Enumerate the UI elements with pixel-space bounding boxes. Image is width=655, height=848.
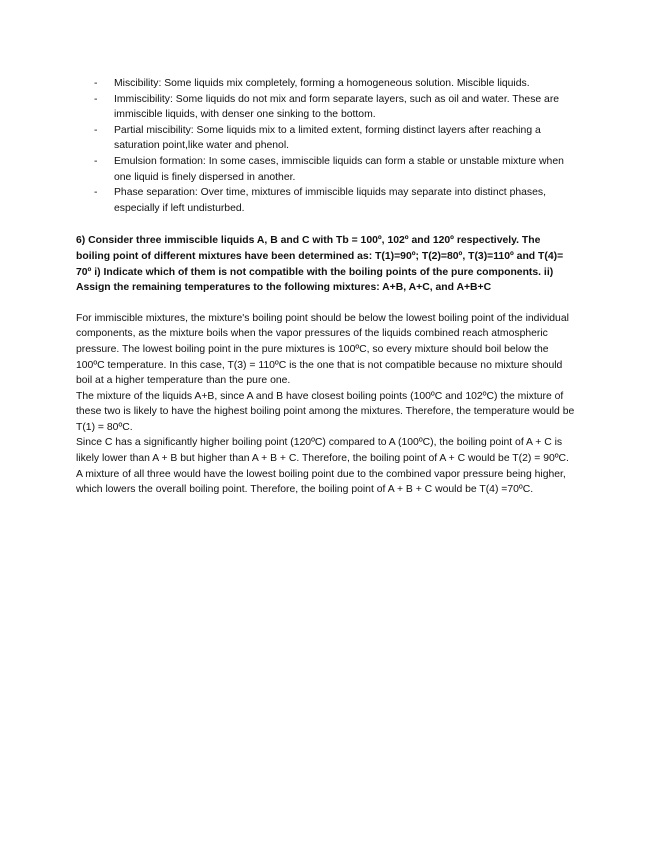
answer-paragraph: Since C has a significantly higher boiling point (120ºC) compared to A (100ºC), the boiling point of A + C is likely lower than A + B but higher than A + B + C. Therefore, the boiling point of A + C would be T(2) = 90ºC. xyxy=(76,437,569,465)
answer-paragraph: A mixture of all three would have the lowest boiling point due to the combined vapor pressure being higher, which lowers the overall boiling point. Therefore, the boiling point of A + B + C would be T(4) =70ºC. xyxy=(76,468,566,496)
bullet-item xyxy=(76,76,577,92)
bullet-text: Emulsion formation: In some cases, immiscible liquids can form a stable or unstable mixture when one liquid is finely dispersed in another. xyxy=(114,155,564,183)
answer-paragraph: The mixture of the liquids A+B, since A and B have closest boiling points (100ºC and 102ºC) the mixture of these two is likely to have the highest boiling point among the mixtures. Therefore, the temperature would be T(1) = 80ºC. xyxy=(76,390,575,433)
bullet-text: Phase separation: Over time, mixtures of immiscible liquids may separate into distinct phases, especially if left undisturbed. xyxy=(114,187,546,214)
bullet-text: Immiscibility: Some liquids do not mix and form separate layers, such as oil and water. These are immiscible liquids, with denser one sinking to the bottom. xyxy=(114,93,560,121)
miscibility-bullet-list xyxy=(76,76,577,216)
bullet-item xyxy=(76,154,577,185)
bullet-marker: - xyxy=(94,93,98,105)
bullet-item xyxy=(76,92,577,123)
answer-body xyxy=(76,311,577,498)
question-heading: 6) Consider three immiscible liquids A, B and C with Tb = 100º, 102º and 120º respectively. The boiling point of different mixtures have been determined as: T(1)=90º; T(2)=80º, T(3)=110º and T(4)= 70º i) Indicate which of them is not compatible with the boiling points of the pure components. ii) Assign the remaining temperatures to the following mixtures: A+B, A+C, and A+B+C xyxy=(76,235,564,294)
bullet-text: Partial miscibility: Some liquids mix to a limited extent, forming distinct layers after reaching a saturation point,like water and phenol. xyxy=(114,124,541,152)
bullet-item xyxy=(76,123,577,154)
bullet-marker: - xyxy=(94,124,98,136)
answer-paragraph: For immiscible mixtures, the mixture's boiling point should be below the lowest boiling point of the individual components, as the mixture boils when the vapor pressures of the liquids combined reach atmospheric pressure. The lowest boiling point in the pure mixtures is 100ºC, so every mixture should boil below the 100ºC temperature. In this case, T(3) = 110ºC is the one that is not compatible because no mixture should boil at a higher temperature than the pure one. xyxy=(76,312,569,387)
bullet-text: Miscibility: Some liquids mix completely, forming a homogeneous solution. Miscible liquids. xyxy=(114,78,530,89)
bullet-item xyxy=(76,185,577,216)
bullet-marker: - xyxy=(94,155,98,167)
bullet-marker: - xyxy=(94,187,98,199)
bullet-marker: - xyxy=(94,78,98,89)
